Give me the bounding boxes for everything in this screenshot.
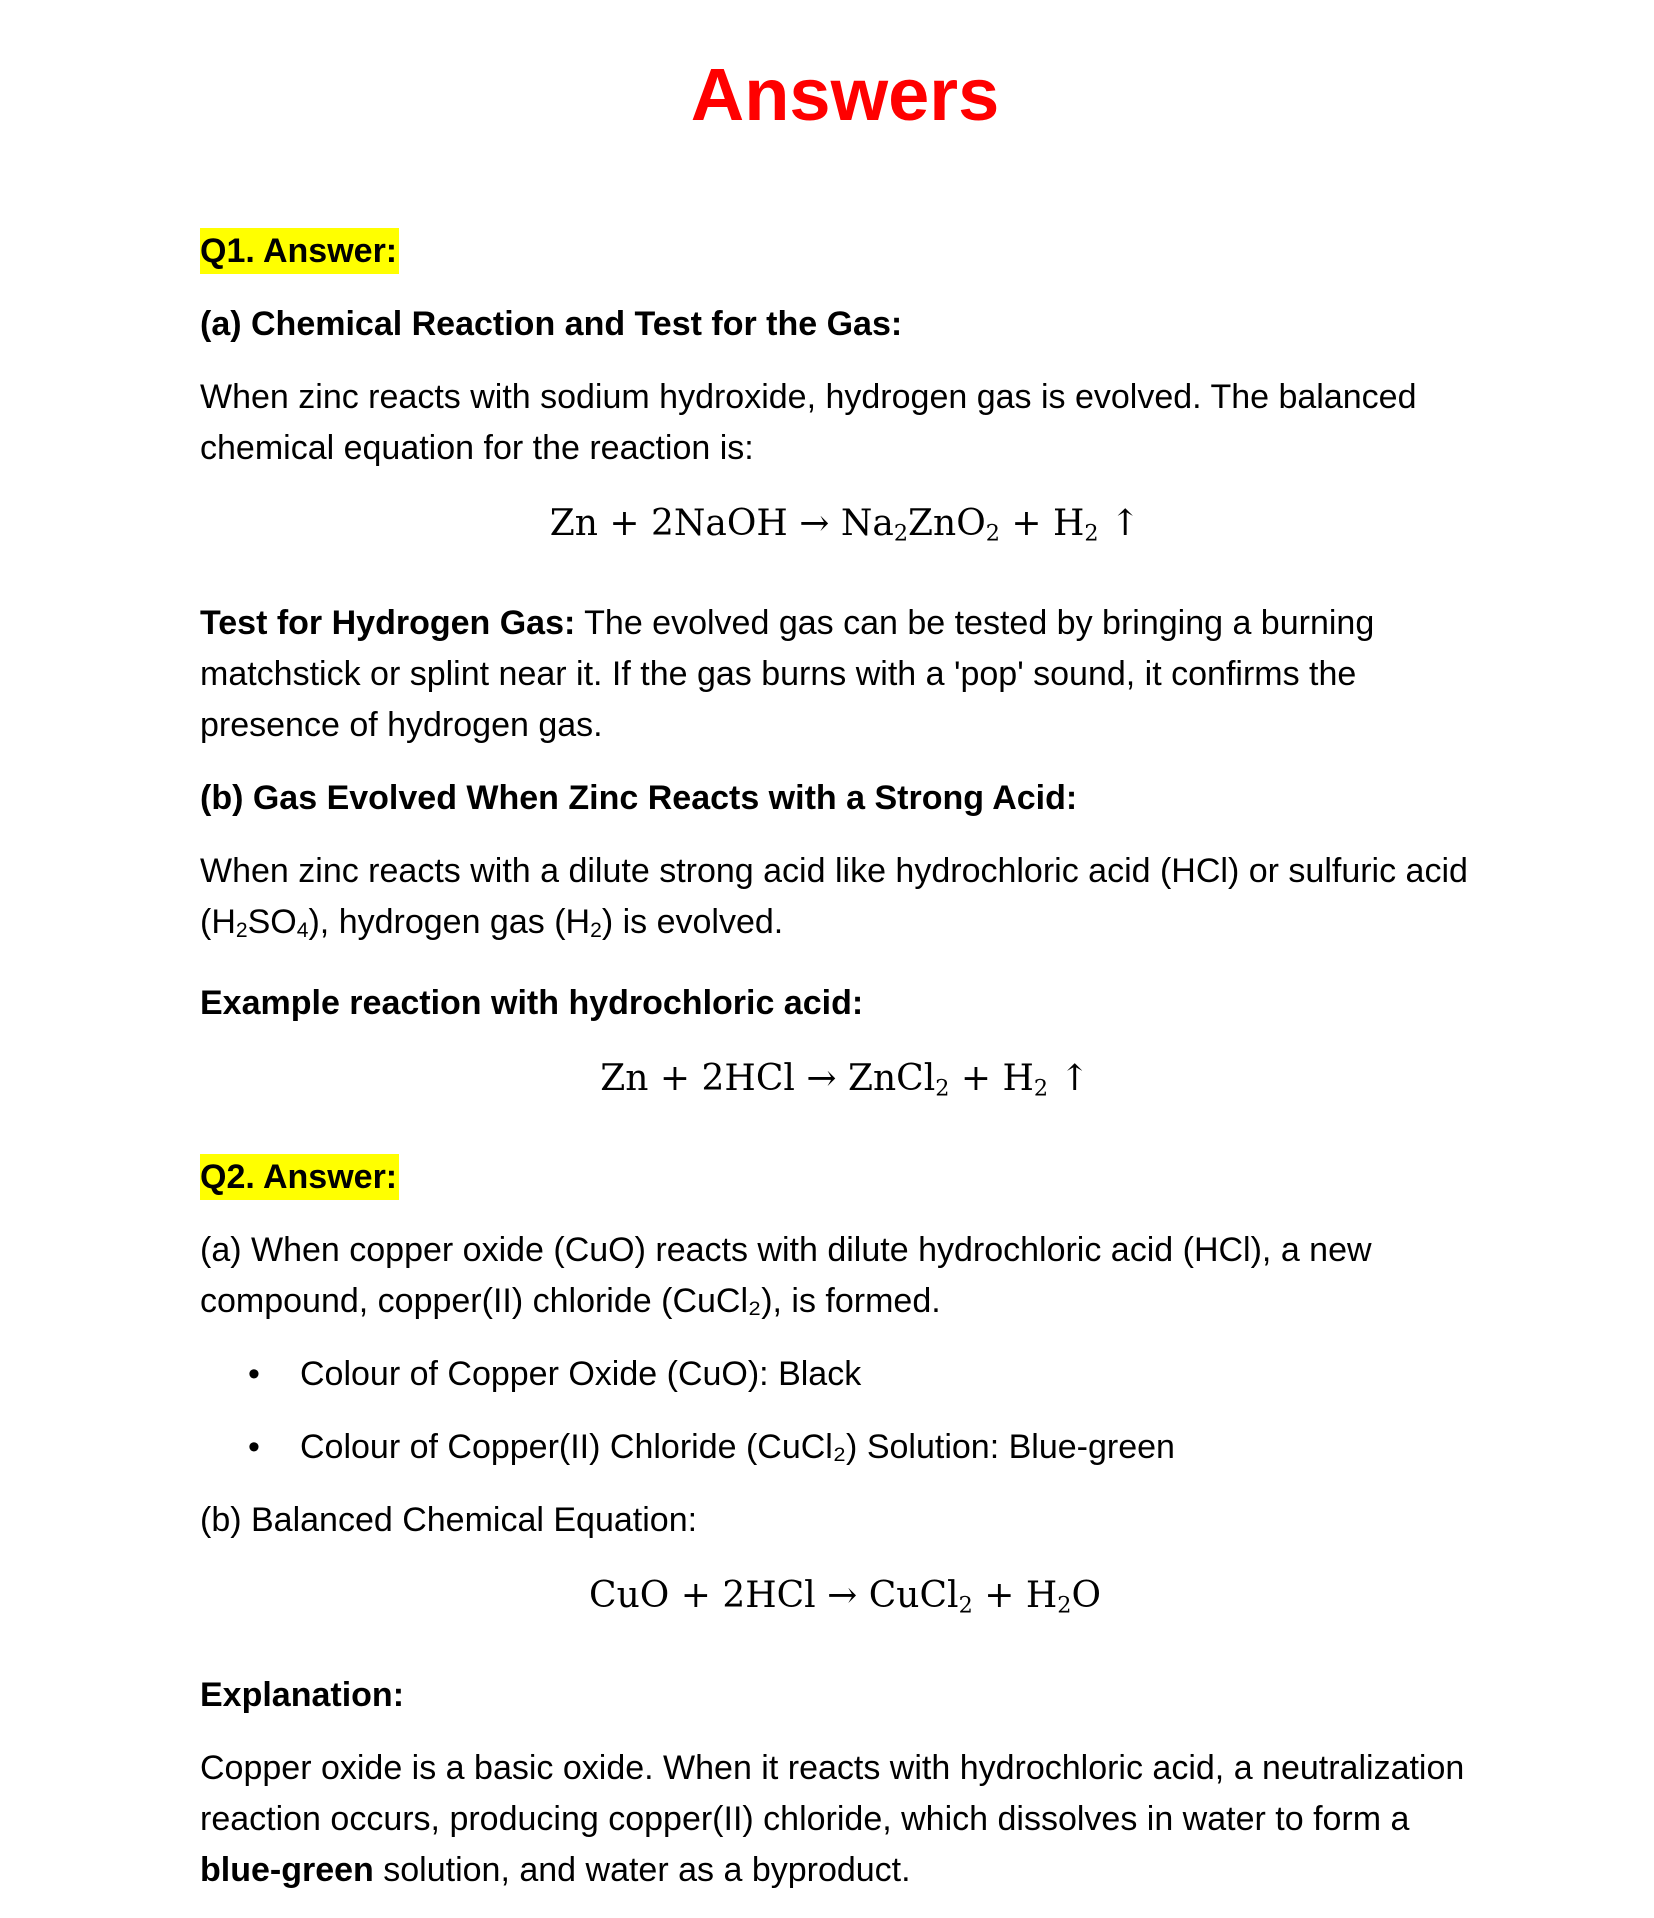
colour-list: [200, 1349, 1490, 1473]
q1-part-b-heading: (b) Gas Evolved When Zinc Reacts with a Strong Acid:: [200, 778, 1078, 817]
list-item: • Colour of Copper(II) Chloride (CuCl₂) Solution: Blue-green: [300, 1422, 1490, 1473]
eq1-up-arrow: ↑: [1110, 503, 1141, 544]
eq1-lhs: Zn + 2NaOH: [549, 503, 788, 544]
eq2-up-arrow: ↑: [1059, 1057, 1090, 1099]
explanation-bold: blue-green: [200, 1850, 374, 1889]
eq2-lhs: Zn + 2HCl: [600, 1057, 795, 1099]
q1-part-b-text: When zinc reacts with a dilute strong acid like hydrochloric acid (HCl) or sulfuric acid (H2SO4), hydrogen gas (H2) is evolved.: [200, 851, 1468, 942]
eq3-plus: +: [984, 1575, 1015, 1617]
hydrogen-test-paragraph: [200, 598, 1490, 751]
equation-zn-hcl: [200, 1051, 1490, 1117]
eq2-product-2: $H_2$: [1002, 1057, 1049, 1102]
answers-content: [200, 226, 1490, 1918]
equation-zn-naoh: [200, 496, 1490, 562]
q1-part-a-text: When zinc reacts with sodium hydroxide, hydrogen gas is evolved. The balanced chemical equation for the reaction is:: [200, 378, 1417, 467]
hydrogen-test-text: The evolved gas can be tested by bringing a burning matchstick or splint near it. If the gas burns with a 'pop' sound, it confirms the presence of hydrogen gas.: [200, 603, 1375, 744]
eq2-arrow: →: [806, 1057, 837, 1099]
explanation-text: Copper oxide is a basic oxide. When it reacts with hydrochloric acid, a neutralization reaction occurs, producing copper(II) chloride, which dissolves in water to form a blue-green solution, and water as a byproduct.: [200, 1748, 1465, 1889]
equation-cuo-hcl: [200, 1568, 1490, 1634]
eq2-product-1: ZnCl$_2$: [847, 1057, 950, 1102]
eq2-plus: +: [960, 1057, 992, 1099]
eq3-product-1: CuCl$_2$: [868, 1575, 973, 1619]
eq3-lhs: CuO + 2HCl: [589, 1575, 816, 1617]
bullet-icon: •: [248, 1355, 260, 1394]
list-item: • Colour of Copper Oxide (CuO): Black: [300, 1349, 1490, 1400]
eq1-plus: +: [1011, 503, 1042, 544]
q1-heading-row: [200, 226, 1490, 277]
explanation-heading: Explanation:: [200, 1675, 405, 1714]
example-reaction-heading: Example reaction with hydrochloric acid:: [200, 983, 864, 1022]
q2-heading: Q2. Answer:: [200, 1154, 399, 1200]
eq1-product-1: $Na_2ZnO_2$: [840, 503, 1000, 547]
eq3-product-2: $H_2O$: [1025, 1575, 1101, 1619]
eq1-product-2: $H_2$: [1053, 503, 1099, 547]
q2-part-b-text: (b) Balanced Chemical Equation:: [200, 1501, 698, 1540]
page-title: Answers: [690, 53, 1000, 136]
q1-part-a-heading: (a) Chemical Reaction and Test for the Gas:: [200, 305, 903, 343]
q2-heading-row: [200, 1152, 1490, 1203]
q1-heading: Q1. Answer:: [200, 228, 399, 274]
eq1-arrow: →: [799, 503, 830, 544]
hydrogen-test-label: Test for Hydrogen Gas:: [200, 603, 576, 642]
bullet-icon: •: [248, 1428, 260, 1467]
q2-part-a-text: (a) When copper oxide (CuO) reacts with dilute hydrochloric acid (HCl), a new compound, copper(II) chloride (CuCl₂), is formed.: [200, 1231, 1372, 1321]
eq3-arrow: →: [827, 1575, 858, 1617]
